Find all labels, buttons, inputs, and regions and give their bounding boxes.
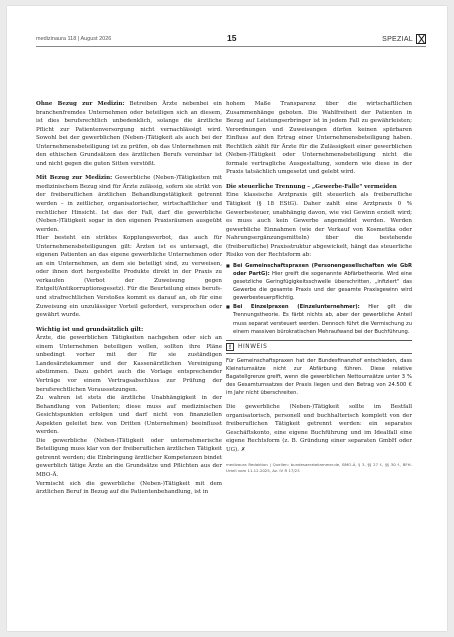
paragraph-text: Betreiben Ärzte nebenbei ein branchenfremdes Unternehmen oder beteiligen sich an diesem, ist dies berufsrechtlich unbedenklich, solange die ärztliche Pflicht zur Patientenversorgung nicht vernachlässigt wird. Sowohl bei der gewerblichen (Neben-)Tätigkeit als auch bei der Unternehmensbeteiligung ist zu prüfen, ob das Unternehmen mit den ethischen Grundsätzen des ärztlichen Berufs vereinbar ist und nicht gegen die guten Sitten verstößt.	[36, 101, 222, 167]
bullet-list	[226, 262, 412, 336]
hinweis-header	[226, 340, 412, 354]
paragraph-text: Gewerbliche (Neben-)Tätigkeiten mit medizinischem Bezug sind für Ärzte zulässig, sofern sie strikt von der freiberuflichen ärztlichen Behandlungstätigkeit getrennt werden – in zeitlicher, organisatorischer, wirtschaftlicher und rechtlicher Hinsicht. Ist das der Fall, darf die gewerbliche (Neben-)Tätigkeit sogar in den eigenen Praxisräumen ausgeübt werden.	[36, 175, 222, 233]
right-column	[226, 100, 412, 473]
paragraph	[226, 183, 412, 260]
info-icon: !	[226, 343, 234, 351]
publication-info: medizinaura 118 | August 2026	[36, 36, 112, 42]
paragraph-heading: Mit Bezug zur Medizin:	[36, 175, 113, 182]
paragraph-text: Die gewerbliche (Neben-)Tätigkeit oder unternehmerische Beteiligung muss klar von der freiberuflichen ärztlichen Tätigkeit getrennt werden; die Einbringung ärztlicher Kompetenzen bindet gewerblich tätige Ärzte an die Grundsätze und Pflichten aus der MBO-Ä.	[36, 437, 222, 478]
end-mark-icon: ✗	[240, 446, 246, 453]
document-page	[7, 6, 447, 631]
paragraph-text: Eine klassische Arztpraxis gilt steuerlich als freiberufliche Tätigkeit (§ 18 EStG). Daher zahlt eine Arztpraxis 0 % Gewerbesteuer, unabhängig davon, wie viel Gewinn erzielt wird; es muss auch kein Gewerbe angemeldet werden. Werden gewerbliche Einnahmen (wie der Verkauf von Kosmetika oder Nahrungsergänzungsmitteln) über die bestehende (freiberufliche) Praxisstruktur abgewickelt, hängt das steuerliche Risiko von der Rechtsform ab:	[226, 192, 412, 259]
section-heading: Die steuerliche Trennung – „Gewerbe-Falle" vermeiden	[226, 183, 397, 190]
hinweis-box	[226, 340, 412, 397]
list-item-text: Hier greift die sogenannte Abfärbetheorie. Wird eine gesetzliche Geringfügigkeitsschwelle überschritten, „infiziert" das Gewerbe die gesamte Praxis und der gesamte Praxisgewinn wird gewerbesteuerpflichtig.	[233, 270, 412, 302]
paragraph-heading: Ohne Bezug zur Medizin:	[36, 101, 125, 107]
header-rule	[36, 46, 426, 47]
paragraph-text: Ärzte, die gewerblichen Tätigkeiten nachgehen oder sich an einem Unternehmen beteiligen wollen, sollten ihre Pläne unbedingt vorher mit der für sie zuständigen Landesärztekammer und der Kassenärztlichen Vereinigung abstimmen. Dazu gehört auch die Vorlage entsprechender Verträge vor einem Vertragsabschluss zur Prüfung der berufsrechtlichen Voraussetzungen.	[36, 335, 222, 393]
list-item	[226, 262, 412, 302]
source-footnote: medizaura Redaktion | Quellen: bundesaerztekammer.de, BMO-Ä, § 3, §§ 27 f., §§ 30 f., BFH- Urteil vom 11.12.2025, Az. IV R 17/23	[226, 462, 412, 473]
paragraph-text: Hier besteht ein striktes Kopplungsverbot, das auch für Unternehmensbeteiligungen gilt: Ärzten ist es untersagt, die eigenen Patienten an das eigene gewerbliche Unternehmen oder an ein Unternehmen, an dem sie beteiligt sind, zu verweisen, oder ihnen dort hergestellte Produkte direkt in der Praxis zu verkaufen (Verbot der Zuweisung gegen Entgelt/Antikorruptionsgesetz). Für die Beurteilung eines berufs- und strafrechtlichen Verstoßes kommt es darauf an, ob für eine Zuweisung ein unzulässiger Vorteil gefordert, versprochen oder gewährt wurde.	[36, 235, 222, 319]
paragraph	[36, 100, 222, 168]
paragraph-text: hohem Maße Transparenz über die wirtschaftlichen Zusammenhänge geboten. Die Wahlfreiheit der Patienten in Bezug auf Leistungserbringer ist in jedem Fall zu gewährleisten; Verordnungen und Zuweisungen dürfen keinen spürbaren Einfluss auf den Ertrag einer Unternehmensbeteiligung haben. Rechtlich zählt für Ärzte für die Zulässigkeit einer gewerblichen (Neben-)Tätigkeit oder Unternehmensbeteiligung nicht die formale vertragliche Ausgestaltung, sondern wie diese in der Praxis tatsächlich umgesetzt und gelebt wird.	[226, 101, 412, 176]
section-label: SPEZIAL	[382, 35, 413, 43]
x-box-icon	[416, 34, 426, 44]
paragraph-text: Vermischt sich die gewerbliche (Neben-)Tätigkeit mit dem ärztlichen Beruf in Bezug auf die Patientenbehandlung, ist in	[36, 480, 222, 496]
hinweis-text: Für Gemeinschaftspraxen hat der Bundesfinanzhof entschieden, dass Kleinstumsätze nicht zur Abfärbung führen. Diese relative Bagatellgrenze greift, wenn die gewerblichen Nettoumsätze unter 3 % des Gesamtumsatzes der Praxis liegen und den Betrag von 24.500 € im Jahr nicht überschreiten.	[226, 357, 412, 397]
paragraph	[36, 174, 222, 319]
paragraph-text: Zu wahren ist stets die ärztliche Unabhängigkeit in der Behandlung von Patienten; diese muss auf medizinischen Gesichtspunkten erfolgen und darf nicht von finanziellen Aspekten geleitet bzw. von Dritten (Unternehmen) beeinflusst werden.	[36, 395, 222, 436]
page-number: 15	[227, 33, 237, 43]
list-item	[226, 303, 412, 335]
list-item-heading: Bei Gemeinschaftspraxen (Personengesellschaften wie GbR oder PartG):	[233, 262, 412, 277]
paragraph	[226, 403, 412, 454]
list-item-heading: Bei Einzelpraxen (Einzelunternehmer):	[233, 304, 360, 311]
paragraph	[226, 100, 412, 177]
list-item-text: Hier gilt die Trennungstheorie. Es färbt nichts ab, aber der gewerbliche Anteil muss separat versteuert werden. Dennoch führt die Vermischung zu einem massiven bürokratischen Mehraufwand bei der Buchführung.	[233, 304, 412, 335]
section-tag	[382, 33, 426, 45]
section-heading: Wichtig ist und grundsätzlich gilt:	[36, 326, 144, 333]
paragraph	[36, 326, 222, 497]
paragraph-text: Die gewerbliche (Neben-)Tätigkeit sollte im Bestfall organisatorisch, personell und buchhalterisch komplett von der freiberuflichen Tätigkeit getrennt werden: ein separates Geschäftskonto, eine eigene Buchführung und im Idealfall eine eigene Rechtsform (z. B. Gründung einer separaten GmbH oder UG).	[226, 404, 412, 453]
hinweis-label: HINWEIS	[238, 343, 268, 350]
left-column	[36, 100, 222, 503]
